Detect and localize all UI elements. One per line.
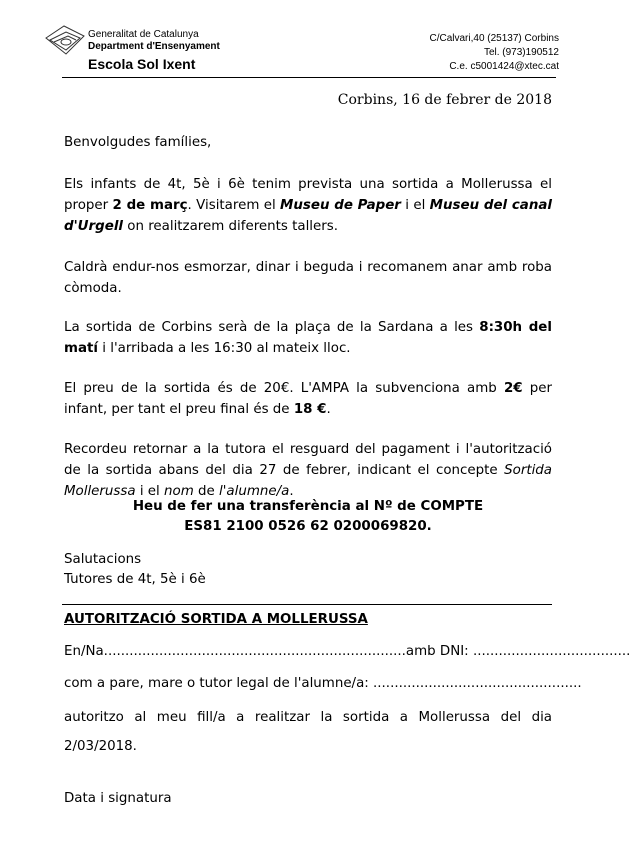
school-address: C/Calvari,40 (25137) Corbins [429, 33, 559, 44]
header-divider [62, 77, 556, 78]
paragraph-schedule: La sortida de Corbins serà de la plaça de la Sardana a les 8:30h del matí i l'arribada a les 16:30 al mateix lloc. [64, 320, 552, 356]
form-title: AUTORITZACIÓ SORTIDA A MOLLERUSSA [64, 612, 368, 627]
school-email: C.e. c5001424@xtec.cat [449, 61, 559, 72]
greeting: Benvolgudes famílies, [64, 135, 212, 150]
letter-date: Corbins, 16 de febrer de 2018 [337, 92, 552, 108]
name-dni-line[interactable]: En/Na.......................................................................amb DNI: ..................................... [64, 644, 630, 659]
school-name: Escola Sol Ixent [88, 56, 196, 72]
paragraph-food: Caldrà endur-nos esmorzar, dinar i beguda i recomanem anar amb roba còmoda. [64, 260, 552, 296]
department-name: Department d'Ensenyament [88, 41, 220, 52]
guardian-line[interactable]: com a pare, mare o tutor legal de l'alumne/a: ................................................. [64, 676, 582, 691]
form-divider [62, 604, 552, 605]
transfer-info: Heu de fer una transferència al Nº de COMPTE ES81 2100 0526 62 0200069820. [132, 499, 484, 534]
gov-name: Generalitat de Catalunya [88, 29, 199, 40]
closing: Salutacions Tutores de 4t, 5è i 6è [64, 552, 206, 587]
paragraph-reminder: Recordeu retornar a la tutora el resguard del pagament i l'autorització de la sortida abans del dia 27 de febrer, indicant el concepte Sortida Mollerussa i el nom de l'alumne/a. [64, 442, 552, 499]
authorization-text: autoritzo al meu fill/a a realitzar la sortida a Mollerussa del dia 2/03/2018. [64, 710, 552, 754]
date-signature-label: Data i signatura [64, 791, 172, 806]
school-phone: Tel. (973)190512 [483, 47, 559, 58]
generalitat-logo-icon [44, 24, 86, 58]
paragraph-trip: Els infants de 4t, 5è i 6è tenim prevista una sortida a Mollerussa el proper 2 de març. Visitarem el Museu de Paper i el Museu del canal d'Urgell on realitzarem diferents tallers. [64, 177, 552, 234]
paragraph-price: El preu de la sortida és de 20€. L'AMPA la subvenciona amb 2€ per infant, per tant el preu final és de 18 €. [64, 381, 552, 417]
